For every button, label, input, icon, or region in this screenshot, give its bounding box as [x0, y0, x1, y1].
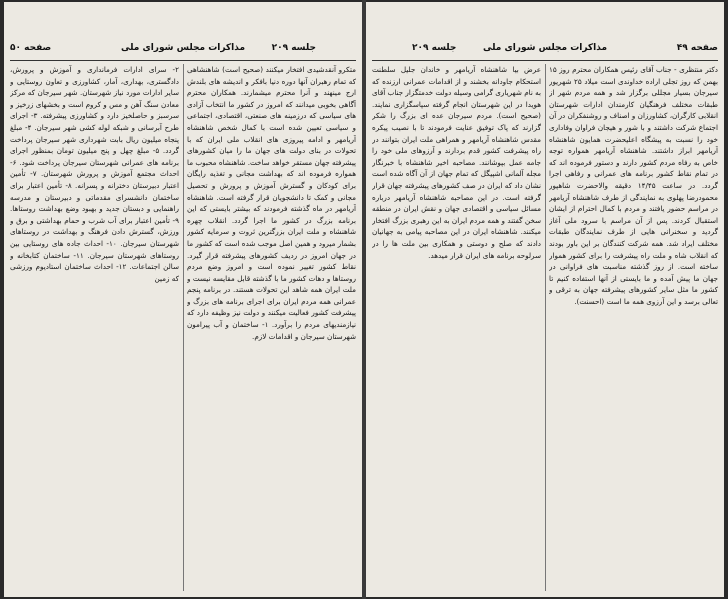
text-column-right: دکتر منتظری - جناب آقای رئیس همکاران محترم روز ۱۵ بهمن که روز تجلی اراده خداوندی است میلاد ۲۵ شهریور سیرجان بسیار مجللی برگزار شد و همه مردم شهر از طبقات مختلف فرهنگیان کارمندان ادارات شهرستان انقلابی کارگران، کشاورزان و اصناف و روشنفکران در آن اجتماع شرکت داشتند و با شور و هیجان فراوان وفاداری خود را نسبت به پیشگاه اعلیحضرت همایون شاهنشاه آریامهر ابراز داشتند. شاهنشاه آریامهر همواره توجه خاص به رفاه مردم کشور دارند و دستور فرموده اند که در تمام نقاط کشور برنامه های عمرانی و رفاهی اجرا گردد. در ساعت ۱۴/۴۵ دقیقه والاحضرت شاهپور محمودرضا پهلوی به نمایندگی از طرف شاهنشاه آریامهر در مراسم حضور یافتند و مردم با کمال احترام از ایشان استقبال کردند. پس از آن مراسم با سرود ملی آغاز گردید و سخنرانی هایی از طرف نمایندگان طبقات مختلف ایراد شد. همه شرکت کنندگان بر این باور بودند که انقلاب شاه و ملت راه پیشرفت را برای کشور هموار ساخته است. از روز گذشته مناسبت های فراوانی در جهان ما پیش آمده و ما بایستی از آنها استفاده کنیم تا کشور ما مثل سایر کشورهای پیشرفته جهان به ترقی و تعالی برسد و این آرزوی همه ما است (احسنت).	[549, 65, 718, 306]
right-page	[366, 2, 724, 597]
session-number: جلسه ۲۰۹	[271, 43, 316, 53]
page-title: مذاکرات مجلس شورای ملی	[482, 43, 608, 53]
page-number: صفحه ۴۹	[676, 43, 718, 53]
text-column-left: ۲- سرای ادارات فرمانداری و آموزش و پرورش، دادگستری، بهداری، آمار، کشاورزی و تعاون روستایی و سایر ادارات مورد نیاز شهرستان. شهر سیرجان که مرکز معادن سنگ آهن و مس و کروم است و بخشهای زرخیز و سرسبز و حاصلخیز دارد و کشاورزی پیشرفته. ۳- اجرای طرح آبرسانی و شبکه لوله کشی شهر سیرجان. ۴- مبلغ پنجاه میلیون ریال بابت شهرداری شهر سیرجان پرداخت گردد. ۵- مبلغ چهل و پنج میلیون تومان بمنظور اجرای برنامه های عمرانی شهرستان سیرجان پرداخت شود. ۶- احداث مجتمع آموزش و پرورش شهرستان. ۷- تأمین اعتبار دبیرستان دخترانه و پسرانه. ۸- تأمین اعتبار برای ساختمان دانشسرای مقدماتی و دبیرستان و مدرسه راهنمایی و دبستان جدید و بهبود وضع بهداشت روستاها. ۹- تأمین اعتبار برای آب شرب و حمام بهداشتی و برق و ورزش، گسترش دادن فرهنگ و بهداشت در روستاهای شهرستان سیرجان. ۱۰- احداث جاده های روستایی بین روستاهای شهرستان سیرجان. ۱۱- ساختمان کتابخانه و سالن اجتماعات. ۱۲- احداث ساختمان استادیوم ورزشی که زمین	[10, 65, 179, 283]
left-page-columns	[10, 64, 356, 593]
left-page	[4, 2, 362, 597]
left-page-header	[10, 38, 356, 61]
right-page-columns	[372, 64, 718, 593]
page-number: صفحه ۵۰	[10, 43, 52, 53]
text-column-right: متکرو آنقدشیدی افتخار میکنند (صحیح است) شاهنشاهی که تمام رهبران آنها دوره دنیا بافکر و اندیشه های بلندش ارج مینهند و آنرا محترم میشمارند. همکاران محترم آگاهی بخوبی میدانند که امروز در کشور ما انتخاب آزادی های سیاسی که درزمینه های صنعتی، اقتصادی، اجتماعی و سیاسی تعیین شده است با کمال شخص شاهنشاه آریامهر و ادامه پیروزی های انقلاب ملی ایران که با تحولات در بنای دولت های جهان ما را میان کشورهای پیشرفته جهان مستقر خواهد ساخت. شاهنشاه محبوب ما همواره فرموده اند که بهداشت مجانی و تغذیه رایگان برای کودکان و گسترش آموزش و پرورش و تحصیل مجانی و کمک تا دانشجویان قرار گرفته است. شاهنشاه آریامهر در ماه گذشته فرمودند که بیشتر بایستی که این برنامه بزرگ در کشور ما اجرا گردد. انقلاب چهره شاهنشاه و ملت ایران بزرگترین ثروت و سرمایه کشور بشمار میرود و همین اصل موجب شده است که کشور ما در جهان امروز در ردیف کشورهای پیشرفته قرار گیرد. نقاط کشور تغییر نموده است و امروز وضع مردم روستاها و دهات کشور ما با گذشته قابل مقایسه نیست و ملت ایران همه شاهد این تحولات هستند. در برنامه پنجم عمرانی همه مردم ایران برای اجرای برنامه های بزرگ و پیشرفت کشور فعالیت میکنند و دولت نیز وظیفه دارد که نیازمندیهای مردم را برآورد. ۱- ساختمان و آب پیرامون شهرستان سیرجان و اقدامات لازم.	[187, 65, 356, 341]
text-column-left: عرض بیا شاهنشاه آریامهر و خاندان جلیل سلطنت استحکام جاودانه بخشند و از اقدامات عمرانی ارزنده که به نام شهریاری گرامی وسیله دولت خدمتگزار جناب آقای هویدا در این شهرستان انجام گرفته سپاسگزاری نمایند. (صحیح است). مردم سیرجان عده ای بزرگ را شکر گزارند که پاک توفیق عنایت فرمودند تا با نصیب پیکره مقدس شاهنشاه آریامهر و همراهی ملت ایران بتوانند در راه پیشرفت کشور قدم بردارند و آرزوهای ملی خود را جامه عمل بپوشانند. مصاحبه اخیر شاهنشاه با خبرنگار مجله آلمانی اشپیگل که تمام جهان از آن آگاه شده است نشان داد که ایران در صف کشورهای پیشرفته جهان قرار گرفته است. در این مصاحبه شاهنشاه آریامهر درباره مسائل سیاسی و اقتصادی جهان و نقش ایران در منطقه سخن گفتند و همه مردم ایران به این رهبری بزرگ افتخار میکنند. شاهنشاه ایران در این مصاحبه پیامی به جهانیان دادند که صلح و دوستی و همکاری بین ملت ها را در سرلوحه برنامه های ایران قرار میدهد.	[372, 65, 541, 260]
session-number: جلسه ۲۰۹	[412, 43, 457, 53]
right-page-header	[372, 38, 718, 61]
page-title: مذاکرات مجلس شورای ملی	[120, 43, 246, 53]
